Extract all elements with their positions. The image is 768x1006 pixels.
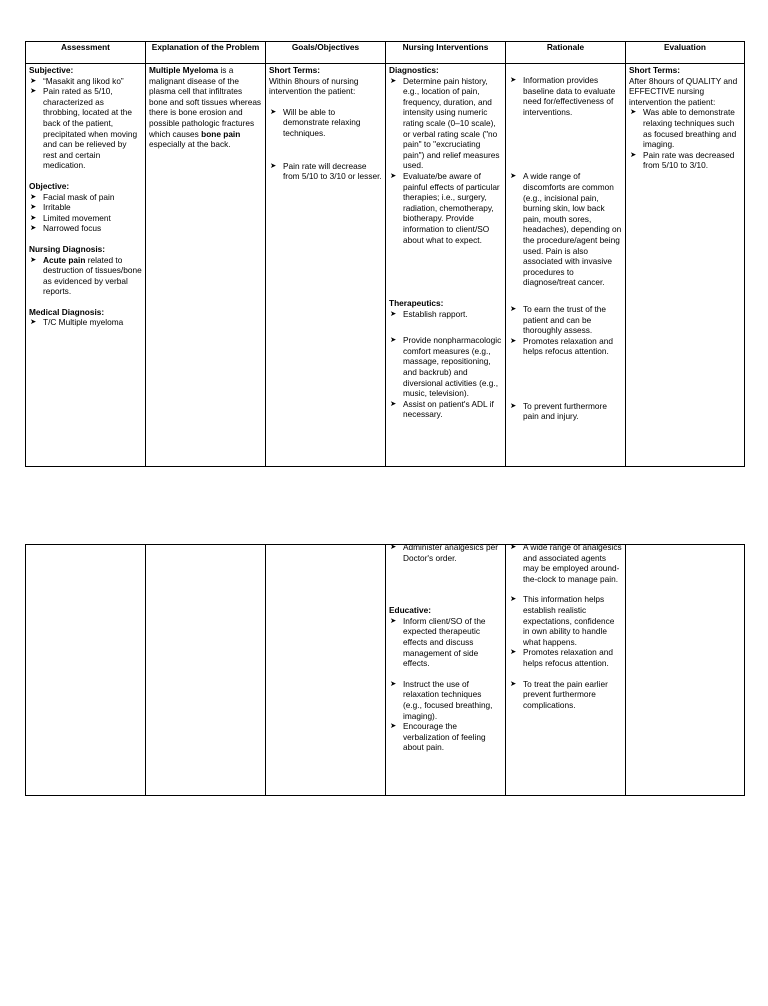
nursing-diagnosis-list xyxy=(29,255,142,297)
rationale-cell xyxy=(506,64,626,467)
explanation-bold-1: Multiple Myeloma xyxy=(149,65,219,75)
list-item: ➤ To treat the pain earlier prevent furthermore complications. xyxy=(509,679,622,711)
list-item: ➤ Assist on patient's ADL if necessary. xyxy=(389,399,502,420)
therapeutics-list xyxy=(389,309,502,420)
goals-label: Short Terms: xyxy=(269,65,321,75)
assessment-cell-empty xyxy=(26,545,146,796)
subjective-label: Subjective: xyxy=(29,65,74,75)
interventions-cell xyxy=(386,64,506,467)
evaluation-list xyxy=(629,107,741,171)
nursing-diagnosis-label: Nursing Diagnosis: xyxy=(29,243,106,254)
interventions-cell-2 xyxy=(386,542,506,796)
list-item: ➤ Pain rate was decreased from 5/10 to 3/10. xyxy=(629,150,741,171)
header-evaluation: Evaluation xyxy=(626,42,745,64)
list-item: ➤ To earn the trust of the patient and can be thoroughly assess. xyxy=(509,304,622,336)
therapeutics-label: Therapeutics: xyxy=(389,298,444,309)
list-item: ➤ Evaluate/be aware of painful effects of particular therapies; i.e., surgery, radiation, chemotherapy, biotherapy. Provide information to client/SO about what to expect. xyxy=(389,171,502,245)
list-item: ➤ Facial mask of pain xyxy=(29,192,142,203)
explanation-cell xyxy=(146,64,266,467)
list-item: ➤ Provide nonpharmacologic comfort measures (e.g., massage, repositioning, and backrub) and diversional activities (e.g., music, television). xyxy=(389,335,502,399)
evaluation-intro: After 8hours of QUALITY and EFFECTIVE nursing intervention the patient: xyxy=(629,75,738,107)
header-explanation: Explanation of the Problem xyxy=(146,42,266,64)
list-item: ➤ Promotes relaxation and helps refocus attention. xyxy=(509,336,622,357)
rationale-cell-2 xyxy=(506,542,626,796)
list-item: ➤ “Masakit ang likod ko” xyxy=(29,76,142,87)
list-item: ➤ Inform client/SO of the expected therapeutic effects and discuss management of side effects. xyxy=(389,616,502,669)
goals-cell-empty xyxy=(266,545,386,796)
care-plan-table-page-1 xyxy=(25,41,745,467)
list-item: ➤ Determine pain history, e.g., location of pain, frequency, duration, and intensity using numeric rating scale (0–10 scale), or verbal rating scale ("no pain" to "excruciating pain") and relief measures used. xyxy=(389,76,502,171)
header-rationale: Rationale xyxy=(506,42,626,64)
list-item: ➤ This information helps establish realistic expectations, confidence in own ability to handle what happens. xyxy=(509,594,622,647)
header-assessment: Assessment xyxy=(26,42,146,64)
list-item: ➤ Information provides baseline data to evaluate need for/effectiveness of interventions. xyxy=(509,75,622,117)
therapeutics-list-continued xyxy=(389,542,502,563)
header-interventions: Nursing Interventions xyxy=(386,42,506,64)
medical-diagnosis-label: Medical Diagnosis: xyxy=(29,306,105,317)
educative-list xyxy=(389,616,502,753)
subjective-list xyxy=(29,76,142,171)
objective-list xyxy=(29,192,142,234)
evaluation-label: Short Terms: xyxy=(629,65,681,75)
list-item: ➤ Encourage the verbalization of feeling about pain. xyxy=(389,721,502,753)
list-item: ➤ Limited movement xyxy=(29,213,142,224)
list-item: ➤ Administer analgesics per Doctor's order. xyxy=(389,542,502,563)
medical-diagnosis-list xyxy=(29,317,142,328)
list-item xyxy=(29,255,142,297)
evaluation-cell-empty xyxy=(626,545,745,796)
rationale-list xyxy=(509,75,622,422)
list-item: ➤ Irritable xyxy=(29,202,142,213)
list-item: ➤ Narrowed focus xyxy=(29,223,142,234)
diagnostics-list xyxy=(389,76,502,246)
list-item: ➤ T/C Multiple myeloma xyxy=(29,317,142,328)
care-plan-table-page-2 xyxy=(25,544,745,796)
assessment-cell xyxy=(26,64,146,467)
explanation-bold-2: bone pain xyxy=(201,128,241,139)
list-item: ➤ To prevent furthermore pain and injury. xyxy=(509,401,622,422)
list-item: ➤ Will be able to demonstrate relaxing techniques. xyxy=(269,107,382,139)
nursing-diagnosis-text: related to destruction of tissues/bone as evidenced by verbal reports. xyxy=(43,254,142,297)
list-item: ➤ Pain rated as 5/10, characterized as throbbing, located at the back of the patient, precipitated when moving and can be relieved by rest and certain medication. xyxy=(29,86,142,171)
header-goals: Goals/Objectives xyxy=(266,42,386,64)
objective-label: Objective: xyxy=(29,180,70,191)
list-item: ➤ A wide range of analgesics and associated agents may be employed around-the-clock to manage pain. xyxy=(509,542,622,584)
list-item: ➤ Establish rapport. xyxy=(389,309,502,320)
explanation-cell-empty xyxy=(146,545,266,796)
list-item: ➤ Pain rate will decrease from 5/10 to 3/10 or lesser. xyxy=(269,161,382,182)
list-item: ➤ Instruct the use of relaxation techniques (e.g., focused breathing, imaging). xyxy=(389,679,502,721)
list-item: ➤ Promotes relaxation and helps refocus attention. xyxy=(509,647,622,668)
goals-intro: Within 8hours of nursing intervention the patient: xyxy=(269,75,359,97)
acute-pain-text: Acute pain xyxy=(43,254,86,265)
educative-label: Educative: xyxy=(389,605,431,616)
diagnostics-label: Diagnostics: xyxy=(389,65,439,75)
list-item: ➤ Was able to demonstrate relaxing techniques such as focused breathing and imaging. xyxy=(629,107,741,149)
evaluation-cell xyxy=(626,64,745,467)
explanation-text-1: is a malignant disease of the plasma cell that infiltrates bone and soft tissues whereas there is bone erosion and possible pathologic fractures which causes xyxy=(149,65,262,139)
explanation-text-2: especially at the back. xyxy=(149,139,231,150)
goals-list xyxy=(269,107,382,182)
list-item: ➤ A wide range of discomforts are common (e.g., incisional pain, burning skin, low back pain, mouth sores, headaches), depending on the procedure/agent being used. Pain is also associated with invasive procedures to diagnose/treat cancer. xyxy=(509,171,622,288)
goals-cell xyxy=(266,64,386,467)
rationale-list-2 xyxy=(509,542,622,710)
